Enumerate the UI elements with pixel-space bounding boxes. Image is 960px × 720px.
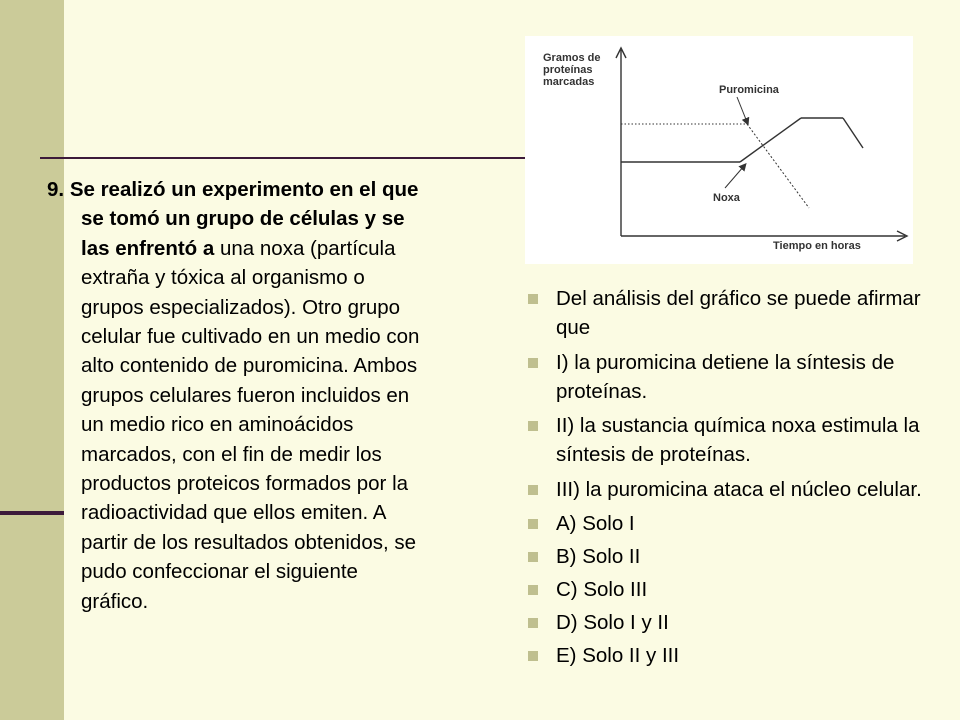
list-item: Del análisis del gráfico se puede afirmar que: [528, 284, 948, 342]
question-line: celular fue cultivado en un medio con: [81, 325, 420, 349]
list-item: III) la puromicina ataca el núcleo celular.: [528, 475, 948, 504]
question-line: marcados, con el fin de medir los: [81, 442, 382, 466]
answer-option-a[interactable]: A) Solo I: [528, 509, 948, 538]
question-text: [47, 175, 497, 616]
question-line: alto contenido de puromicina. Ambos: [81, 354, 418, 378]
question-line: partir de los resultados obtenidos, se: [81, 530, 417, 554]
y-axis-label-line: Gramos de: [543, 52, 601, 64]
title-divider-line: [40, 157, 530, 159]
noxa-rise-line: [740, 118, 801, 162]
question-line: un medio rico en aminoácidos: [81, 413, 354, 437]
noxa-decline-line: [843, 118, 863, 148]
experiment-graph: [525, 36, 913, 264]
question-line: gráfico.: [81, 589, 149, 613]
list-item: II) la sustancia química noxa estimula la síntesis de proteínas.: [528, 411, 948, 469]
puromicina-label: Puromicina: [719, 84, 779, 96]
list-item: I) la puromicina detiene la síntesis de proteínas.: [528, 348, 948, 406]
question-line: radioactividad que ellos emiten. A: [81, 501, 387, 525]
graph-svg: [525, 36, 913, 264]
answer-list: [528, 284, 948, 674]
answer-option-b[interactable]: B) Solo II: [528, 542, 948, 571]
question-line: pudo confeccionar el siguiente: [81, 560, 358, 584]
x-axis-label: Tiempo en horas: [773, 240, 861, 252]
question-line: se tomó un grupo de células y se: [81, 207, 405, 231]
noxa-label: Noxa: [713, 192, 740, 204]
noxa-arrow-icon: [725, 166, 744, 188]
question-line: las enfrentó a una noxa (partícula: [81, 236, 396, 260]
question-line: grupos celulares fueron incluidos en: [81, 383, 410, 407]
question-line: grupos especializados). Otro grupo: [81, 295, 401, 319]
puromicina-decline-line: [747, 124, 809, 208]
answer-option-c[interactable]: C) Solo III: [528, 575, 948, 604]
question-line: productos proteicos formados por la: [81, 472, 409, 496]
y-axis-label-line: proteínas: [543, 64, 593, 76]
answer-option-e[interactable]: E) Solo II y III: [528, 641, 948, 670]
question-line: 9. Se realizó un experimento en el que: [47, 178, 419, 201]
puromicina-arrow-icon: [737, 97, 747, 122]
y-axis-label-line: marcadas: [543, 76, 595, 88]
question-line: extraña y tóxica al organismo o: [81, 266, 365, 290]
question-number: 9.: [47, 178, 65, 201]
answer-option-d[interactable]: D) Solo I y II: [528, 608, 948, 637]
